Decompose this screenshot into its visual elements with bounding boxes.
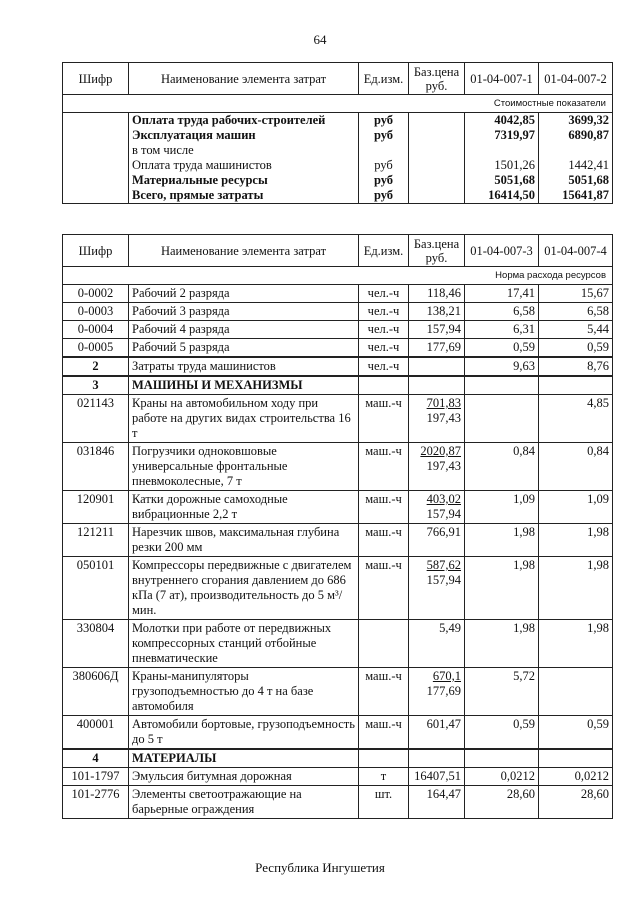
unit-cell: чел.-ч <box>359 339 409 358</box>
name-cell: Затраты труда машинистов <box>129 357 359 376</box>
value1-cell: 0,0212 <box>465 768 539 786</box>
subheader: Норма расхода ресурсов <box>63 267 613 285</box>
table-row <box>63 524 613 557</box>
price-cell <box>409 339 465 358</box>
value2-cell: 15641,87 <box>539 188 613 204</box>
table-row <box>63 339 613 358</box>
header-code: Шифр <box>63 63 129 95</box>
price-cell <box>409 768 465 786</box>
price-secondary-value: 177,69 <box>426 684 461 698</box>
name-cell: Рабочий 2 разряда <box>129 285 359 303</box>
unit-cell <box>359 143 409 158</box>
table-row <box>63 376 613 395</box>
price-cell <box>409 557 465 620</box>
code-cell <box>63 173 129 188</box>
header-base-price: Баз.цена руб. <box>409 63 465 95</box>
price-value: 138,21 <box>426 304 461 318</box>
value1-cell: 4042,85 <box>465 113 539 129</box>
price-cell <box>409 620 465 668</box>
table-row <box>63 321 613 339</box>
value2-cell <box>539 749 613 768</box>
price-cell <box>409 395 465 443</box>
header-unit: Ед.изм. <box>359 63 409 95</box>
code-cell <box>63 128 129 143</box>
header-name: Наименование элемента затрат <box>129 63 359 95</box>
price-cell <box>409 113 465 129</box>
value2-cell: 0,0212 <box>539 768 613 786</box>
value2-cell: 28,60 <box>539 786 613 819</box>
price-cell <box>409 321 465 339</box>
value2-cell: 1,09 <box>539 491 613 524</box>
unit-cell: маш.-ч <box>359 716 409 750</box>
value1-cell: 7319,97 <box>465 128 539 143</box>
price-cell <box>409 376 465 395</box>
price-cell <box>409 749 465 768</box>
price-value: 601,47 <box>426 717 461 731</box>
price-secondary-value: 157,94 <box>426 573 461 587</box>
value1-cell: 5,72 <box>465 668 539 716</box>
value1-cell: 28,60 <box>465 786 539 819</box>
resource-norms-table <box>62 234 613 819</box>
value2-cell: 1,98 <box>539 524 613 557</box>
name-cell: Краны-манипуляторы грузоподъемностью до 4 т на базе автомобиля <box>129 668 359 716</box>
page-number: 64 <box>313 32 327 47</box>
value1-cell: 1,09 <box>465 491 539 524</box>
value1-cell: 6,31 <box>465 321 539 339</box>
table-row <box>63 668 613 716</box>
table-row <box>63 749 613 768</box>
header-col2: 01-04-007-2 <box>539 63 613 95</box>
header-col1: 01-04-007-1 <box>465 63 539 95</box>
name-cell: Нарезчик швов, максимальная глубина резки 200 мм <box>129 524 359 557</box>
price-value: 164,47 <box>426 787 461 801</box>
code-cell: 380606Д <box>63 668 129 716</box>
footer-region: Республика Ингушетия <box>255 860 385 875</box>
value1-cell <box>465 376 539 395</box>
code-cell: 3 <box>63 376 129 395</box>
unit-cell: чел.-ч <box>359 357 409 376</box>
price-cell <box>409 285 465 303</box>
name-cell: Компрессоры передвижные с двигателем внутреннего сгорания давлением до 686 кПа (7 ат), производительность до 5 м³/мин. <box>129 557 359 620</box>
header-name: Наименование элемента затрат <box>129 235 359 267</box>
value2-cell: 0,59 <box>539 339 613 358</box>
code-cell <box>63 113 129 129</box>
name-cell: Рабочий 3 разряда <box>129 303 359 321</box>
table-row <box>63 491 613 524</box>
unit-cell: руб <box>359 173 409 188</box>
value1-cell: 5051,68 <box>465 173 539 188</box>
code-cell: 050101 <box>63 557 129 620</box>
unit-cell: руб <box>359 113 409 129</box>
price-value: 5,49 <box>439 621 461 635</box>
table-row <box>63 557 613 620</box>
table-row <box>63 188 613 204</box>
price-cell <box>409 303 465 321</box>
value1-cell: 0,84 <box>465 443 539 491</box>
name-cell: Эмульсия битумная дорожная <box>129 768 359 786</box>
code-cell: 101-1797 <box>63 768 129 786</box>
name-cell: МАШИНЫ И МЕХАНИЗМЫ <box>129 376 359 395</box>
table-row <box>63 786 613 819</box>
name-cell: Оплата труда машинистов <box>129 158 359 173</box>
price-cell <box>409 143 465 158</box>
price-secondary-value: 157,94 <box>426 507 461 521</box>
unit-cell: маш.-ч <box>359 443 409 491</box>
table-row <box>63 303 613 321</box>
table-row <box>63 443 613 491</box>
table-row <box>63 395 613 443</box>
name-cell: Краны на автомобильном ходу при работе на других видах строительства 16 т <box>129 395 359 443</box>
value1-cell: 6,58 <box>465 303 539 321</box>
price-value: 670,1 <box>432 669 461 683</box>
price-value: 16407,51 <box>414 769 461 783</box>
name-cell: Катки дорожные самоходные вибрационные 2,2 т <box>129 491 359 524</box>
unit-cell <box>359 749 409 768</box>
table-row <box>63 128 613 143</box>
price-cell <box>409 443 465 491</box>
value1-cell: 1,98 <box>465 620 539 668</box>
price-cell <box>409 128 465 143</box>
code-cell: 0-0004 <box>63 321 129 339</box>
table-row <box>63 158 613 173</box>
value2-cell: 5051,68 <box>539 173 613 188</box>
code-cell: 101-2776 <box>63 786 129 819</box>
price-cell <box>409 786 465 819</box>
value1-cell: 17,41 <box>465 285 539 303</box>
table-row <box>63 716 613 750</box>
unit-cell: шт. <box>359 786 409 819</box>
unit-cell: чел.-ч <box>359 321 409 339</box>
name-cell: Автомобили бортовые, грузоподъемность до 5 т <box>129 716 359 750</box>
value2-cell: 6890,87 <box>539 128 613 143</box>
unit-cell: маш.-ч <box>359 395 409 443</box>
price-cell <box>409 668 465 716</box>
name-cell: МАТЕРИАЛЫ <box>129 749 359 768</box>
value1-cell: 1,98 <box>465 524 539 557</box>
price-value: 2020,87 <box>420 444 461 458</box>
code-cell: 0-0005 <box>63 339 129 358</box>
unit-cell <box>359 376 409 395</box>
code-cell: 0-0003 <box>63 303 129 321</box>
price-cell <box>409 158 465 173</box>
name-cell: Материальные ресурсы <box>129 173 359 188</box>
value1-cell <box>465 395 539 443</box>
price-value: 118,46 <box>427 286 461 300</box>
value1-cell: 1,98 <box>465 557 539 620</box>
code-cell: 2 <box>63 357 129 376</box>
value2-cell: 4,85 <box>539 395 613 443</box>
table-row <box>63 620 613 668</box>
price-cell <box>409 491 465 524</box>
code-cell: 330804 <box>63 620 129 668</box>
code-cell: 0-0002 <box>63 285 129 303</box>
price-value: 403,02 <box>426 492 461 506</box>
code-cell: 021143 <box>63 395 129 443</box>
value2-cell: 1442,41 <box>539 158 613 173</box>
name-cell: Всего, прямые затраты <box>129 188 359 204</box>
unit-cell: т <box>359 768 409 786</box>
code-cell <box>63 158 129 173</box>
code-cell: 031846 <box>63 443 129 491</box>
header-base-price: Баз.цена руб. <box>409 235 465 267</box>
name-cell: Эксплуатация машин <box>129 128 359 143</box>
header-col2: 01-04-007-4 <box>539 235 613 267</box>
name-cell: в том числе <box>129 143 359 158</box>
value1-cell: 9,63 <box>465 357 539 376</box>
value2-cell: 0,59 <box>539 716 613 750</box>
value2-cell <box>539 376 613 395</box>
name-cell: Рабочий 4 разряда <box>129 321 359 339</box>
unit-cell: маш.-ч <box>359 557 409 620</box>
value2-cell: 0,84 <box>539 443 613 491</box>
name-cell: Молотки при работе от передвижных компрессорных станций отбойные пневматические <box>129 620 359 668</box>
price-value: 157,94 <box>426 322 461 336</box>
name-cell: Рабочий 5 разряда <box>129 339 359 358</box>
header-col1: 01-04-007-3 <box>465 235 539 267</box>
price-cell <box>409 173 465 188</box>
value1-cell: 0,59 <box>465 716 539 750</box>
table-row <box>63 768 613 786</box>
unit-cell: маш.-ч <box>359 668 409 716</box>
name-cell: Элементы светоотражающие на барьерные ограждения <box>129 786 359 819</box>
unit-cell: маш.-ч <box>359 524 409 557</box>
value2-cell: 6,58 <box>539 303 613 321</box>
price-secondary-value: 197,43 <box>426 411 461 425</box>
table-row <box>63 357 613 376</box>
unit-cell: руб <box>359 128 409 143</box>
value2-cell: 15,67 <box>539 285 613 303</box>
name-cell: Погрузчики одноковшовые универсальные фронтальные пневмоколесные, 7 т <box>129 443 359 491</box>
unit-cell: маш.-ч <box>359 491 409 524</box>
subheader: Стоимостные показатели <box>63 95 613 113</box>
header-code: Шифр <box>63 235 129 267</box>
unit-cell: чел.-ч <box>359 285 409 303</box>
code-cell: 400001 <box>63 716 129 750</box>
value2-cell: 8,76 <box>539 357 613 376</box>
table-row <box>63 173 613 188</box>
unit-cell: руб <box>359 158 409 173</box>
unit-cell: руб <box>359 188 409 204</box>
table-row <box>63 113 613 129</box>
code-cell: 120901 <box>63 491 129 524</box>
price-value: 587,62 <box>426 558 461 572</box>
header-unit: Ед.изм. <box>359 235 409 267</box>
value1-cell <box>465 143 539 158</box>
value1-cell: 1501,26 <box>465 158 539 173</box>
price-cell <box>409 524 465 557</box>
code-cell: 121211 <box>63 524 129 557</box>
unit-cell: чел.-ч <box>359 303 409 321</box>
value1-cell: 16414,50 <box>465 188 539 204</box>
value2-cell: 1,98 <box>539 557 613 620</box>
value1-cell <box>465 749 539 768</box>
value2-cell: 1,98 <box>539 620 613 668</box>
value2-cell: 5,44 <box>539 321 613 339</box>
unit-cell <box>359 620 409 668</box>
price-cell <box>409 357 465 376</box>
price-value: 177,69 <box>426 340 461 354</box>
code-cell <box>63 188 129 204</box>
value1-cell: 0,59 <box>465 339 539 358</box>
code-cell: 4 <box>63 749 129 768</box>
price-value: 766,91 <box>426 525 461 539</box>
code-cell <box>63 143 129 158</box>
table-row <box>63 143 613 158</box>
value2-cell <box>539 143 613 158</box>
price-cell <box>409 188 465 204</box>
cost-indicators-table <box>62 62 613 204</box>
price-value: 701,83 <box>426 396 461 410</box>
table-row <box>63 285 613 303</box>
value2-cell: 3699,32 <box>539 113 613 129</box>
value2-cell <box>539 668 613 716</box>
price-cell <box>409 716 465 750</box>
name-cell: Оплата труда рабочих-строителей <box>129 113 359 129</box>
price-secondary-value: 197,43 <box>426 459 461 473</box>
